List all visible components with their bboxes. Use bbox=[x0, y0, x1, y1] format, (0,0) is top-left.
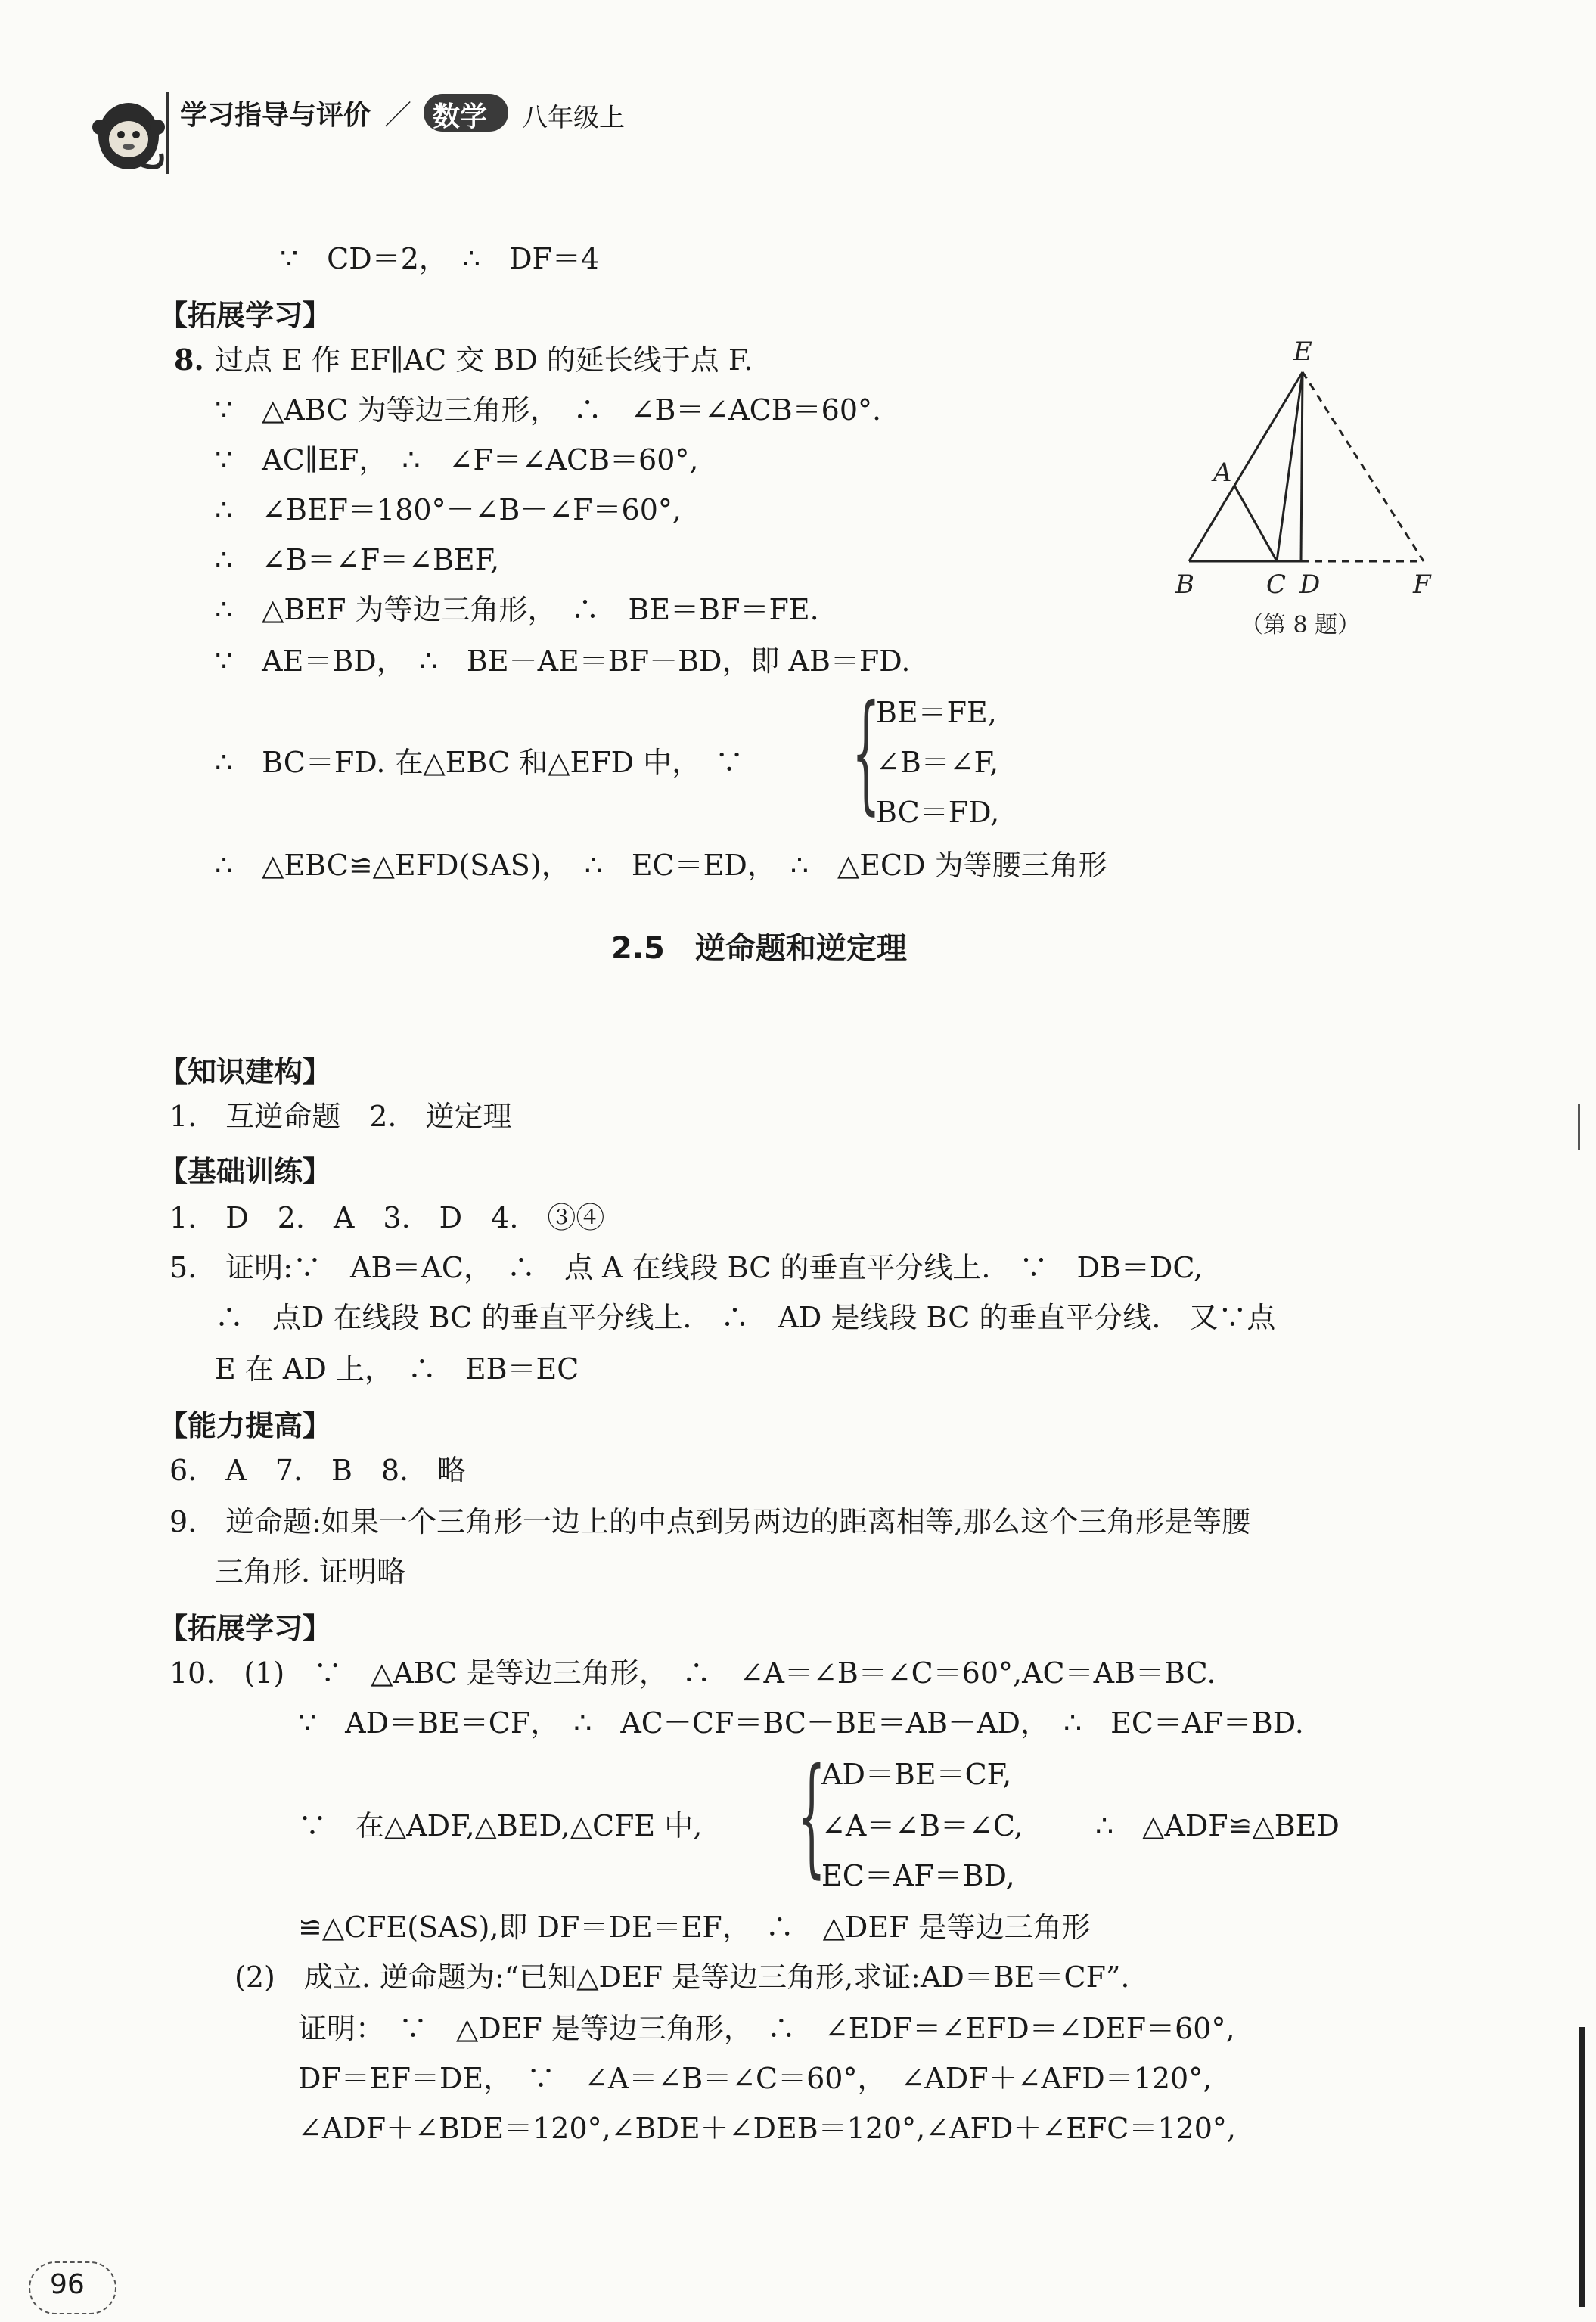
book-title: 学习指导与评价 bbox=[180, 100, 371, 131]
q8-system-line-3: BC＝FD, bbox=[876, 796, 1000, 829]
q10-line-2: ∵ AD＝BE＝CF， ∴ AC－CF＝BC－BE＝AB－AD， ∴ EC＝AF＝BD. bbox=[298, 1706, 1304, 1740]
q8-figure bbox=[1150, 333, 1498, 650]
q8-line-2: ∵ △ABC 为等边三角形， ∴ ∠B＝∠ACB＝60°. bbox=[215, 393, 882, 427]
q10-system-line-2: ∠A＝∠B＝∠C, bbox=[821, 1809, 1023, 1842]
q5-line-3: E 在 AD 上， ∴ EB＝EC bbox=[215, 1352, 579, 1386]
header-divider bbox=[166, 92, 169, 174]
q8-line-4: ∴ ∠BEF＝180°－∠B－∠F＝60°, bbox=[215, 493, 682, 526]
segment-ec bbox=[1277, 372, 1303, 561]
q8-line-5: ∴ ∠B＝∠F＝∠BEF, bbox=[215, 543, 500, 576]
section-heading-jichu: 【基础训练】 bbox=[159, 1155, 332, 1188]
q8-brace: { bbox=[852, 678, 880, 827]
figure-caption: （第 8 题） bbox=[1240, 612, 1361, 638]
header-slash: ／ bbox=[384, 100, 412, 131]
section-heading-tuozhan-2: 【拓展学习】 bbox=[159, 1612, 332, 1645]
q8-system-line-1: BE＝FE, bbox=[876, 696, 997, 729]
q10-brace: { bbox=[797, 1741, 826, 1891]
monkey-logo-icon bbox=[89, 89, 172, 178]
label-c: C bbox=[1266, 570, 1287, 600]
section-title: 2.5 逆命题和逆定理 bbox=[611, 931, 907, 966]
section-heading-tuozhan-1: 【拓展学习】 bbox=[159, 299, 332, 332]
q10-part2-line-3: DF＝EF＝DE， ∵ ∠A＝∠B＝∠C＝60°， ∠ADF＋∠AFD＝120°, bbox=[298, 2062, 1213, 2095]
q8-line-6: ∴ △BEF 为等边三角形， ∴ BE＝BF＝FE. bbox=[215, 593, 819, 626]
segment-ed bbox=[1301, 372, 1303, 561]
q8-number: 8. bbox=[174, 343, 204, 377]
segment-ac bbox=[1234, 486, 1277, 561]
label-a: A bbox=[1213, 458, 1232, 488]
label-b: B bbox=[1175, 570, 1194, 600]
line-cd: ∵ CD＝2， ∴ DF＝4 bbox=[280, 242, 600, 275]
nengli-answers: 6. A 7. B 8. 略 bbox=[169, 1454, 467, 1487]
q10-line-1: 10. (1) ∵ △ABC 是等边三角形， ∴ ∠A＝∠B＝∠C＝60°,AC＝AB＝BC. bbox=[169, 1656, 1216, 1690]
q10-part2-line-2: 证明： ∵ △DEF 是等边三角形， ∴ ∠EDF＝∠EFD＝∠DEF＝60°, bbox=[298, 2012, 1235, 2045]
segment-be bbox=[1189, 372, 1303, 561]
q8-line-7: ∵ AE＝BD， ∴ BE－AE＝BF－BD，即 AB＝FD. bbox=[215, 644, 911, 678]
q8-conclusion: ∴ △EBC≌△EFD(SAS)， ∴ EC＝ED， ∴ △ECD 为等腰三角形 bbox=[215, 849, 1107, 882]
label-e: E bbox=[1293, 337, 1312, 367]
q8-line-1: 过点 E 作 EF∥AC 交 BD 的延长线于点 F. bbox=[215, 343, 753, 377]
q5-line-2: ∴ 点D 在线段 BC 的垂直平分线上. ∴ AD 是线段 BC 的垂直平分线. 又∵点 bbox=[215, 1301, 1276, 1334]
q10-part2-line-1: (2) 成立. 逆命题为:“已知△DEF 是等边三角形,求证:AD＝BE＝CF”. bbox=[234, 1960, 1130, 1994]
subject-label: 数学 bbox=[433, 101, 488, 132]
jichu-answers: 1. D 2. A 3. D 4. ③④ bbox=[169, 1201, 605, 1234]
q8-system-prefix: ∴ BC＝FD. 在△EBC 和△EFD 中， ∵ bbox=[215, 746, 744, 779]
scan-edge-mark-small bbox=[1578, 1104, 1580, 1150]
section-heading-nengli: 【能力提高】 bbox=[159, 1409, 332, 1442]
q10-system-line-3: EC＝AF＝BD, bbox=[821, 1859, 1015, 1892]
label-d: D bbox=[1299, 570, 1321, 600]
zhishi-answers: 1. 互逆命题 2. 逆定理 bbox=[169, 1100, 512, 1133]
page-number: 96 bbox=[50, 2269, 85, 2300]
q10-system-line-1: AD＝BE＝CF, bbox=[821, 1758, 1012, 1791]
q10-system-suffix: ∴ △ADF≌△BED bbox=[1095, 1809, 1340, 1842]
segment-ef-dashed bbox=[1303, 372, 1424, 561]
scan-edge-mark bbox=[1579, 2027, 1585, 2307]
section-heading-zhishi: 【知识建构】 bbox=[159, 1055, 332, 1088]
q10-system-prefix: ∵ 在△ADF,△BED,△CFE 中, bbox=[298, 1809, 703, 1842]
q8-line-3: ∵ AC∥EF， ∴ ∠F＝∠ACB＝60°, bbox=[215, 443, 699, 477]
label-f: F bbox=[1413, 570, 1431, 600]
q8-system-line-2: ∠B＝∠F, bbox=[876, 746, 999, 779]
grade-label: 八年级上 bbox=[522, 103, 625, 133]
q5-line-1: 5. 证明:∵ AB＝AC， ∴ 点 A 在线段 BC 的垂直平分线上. ∵ DB＝DC, bbox=[169, 1251, 1203, 1284]
q10-line-after: ≌△CFE(SAS),即 DF＝DE＝EF， ∴ △DEF 是等边三角形 bbox=[298, 1911, 1091, 1944]
q9-line-2: 三角形. 证明略 bbox=[215, 1555, 406, 1588]
q10-part2-line-4: ∠ADF＋∠BDE＝120°,∠BDE＋∠DEB＝120°,∠AFD＋∠EFC＝120°, bbox=[298, 2112, 1236, 2145]
q9-line-1: 9. 逆命题:如果一个三角形一边上的中点到另两边的距离相等,那么这个三角形是等腰 bbox=[169, 1505, 1251, 1538]
